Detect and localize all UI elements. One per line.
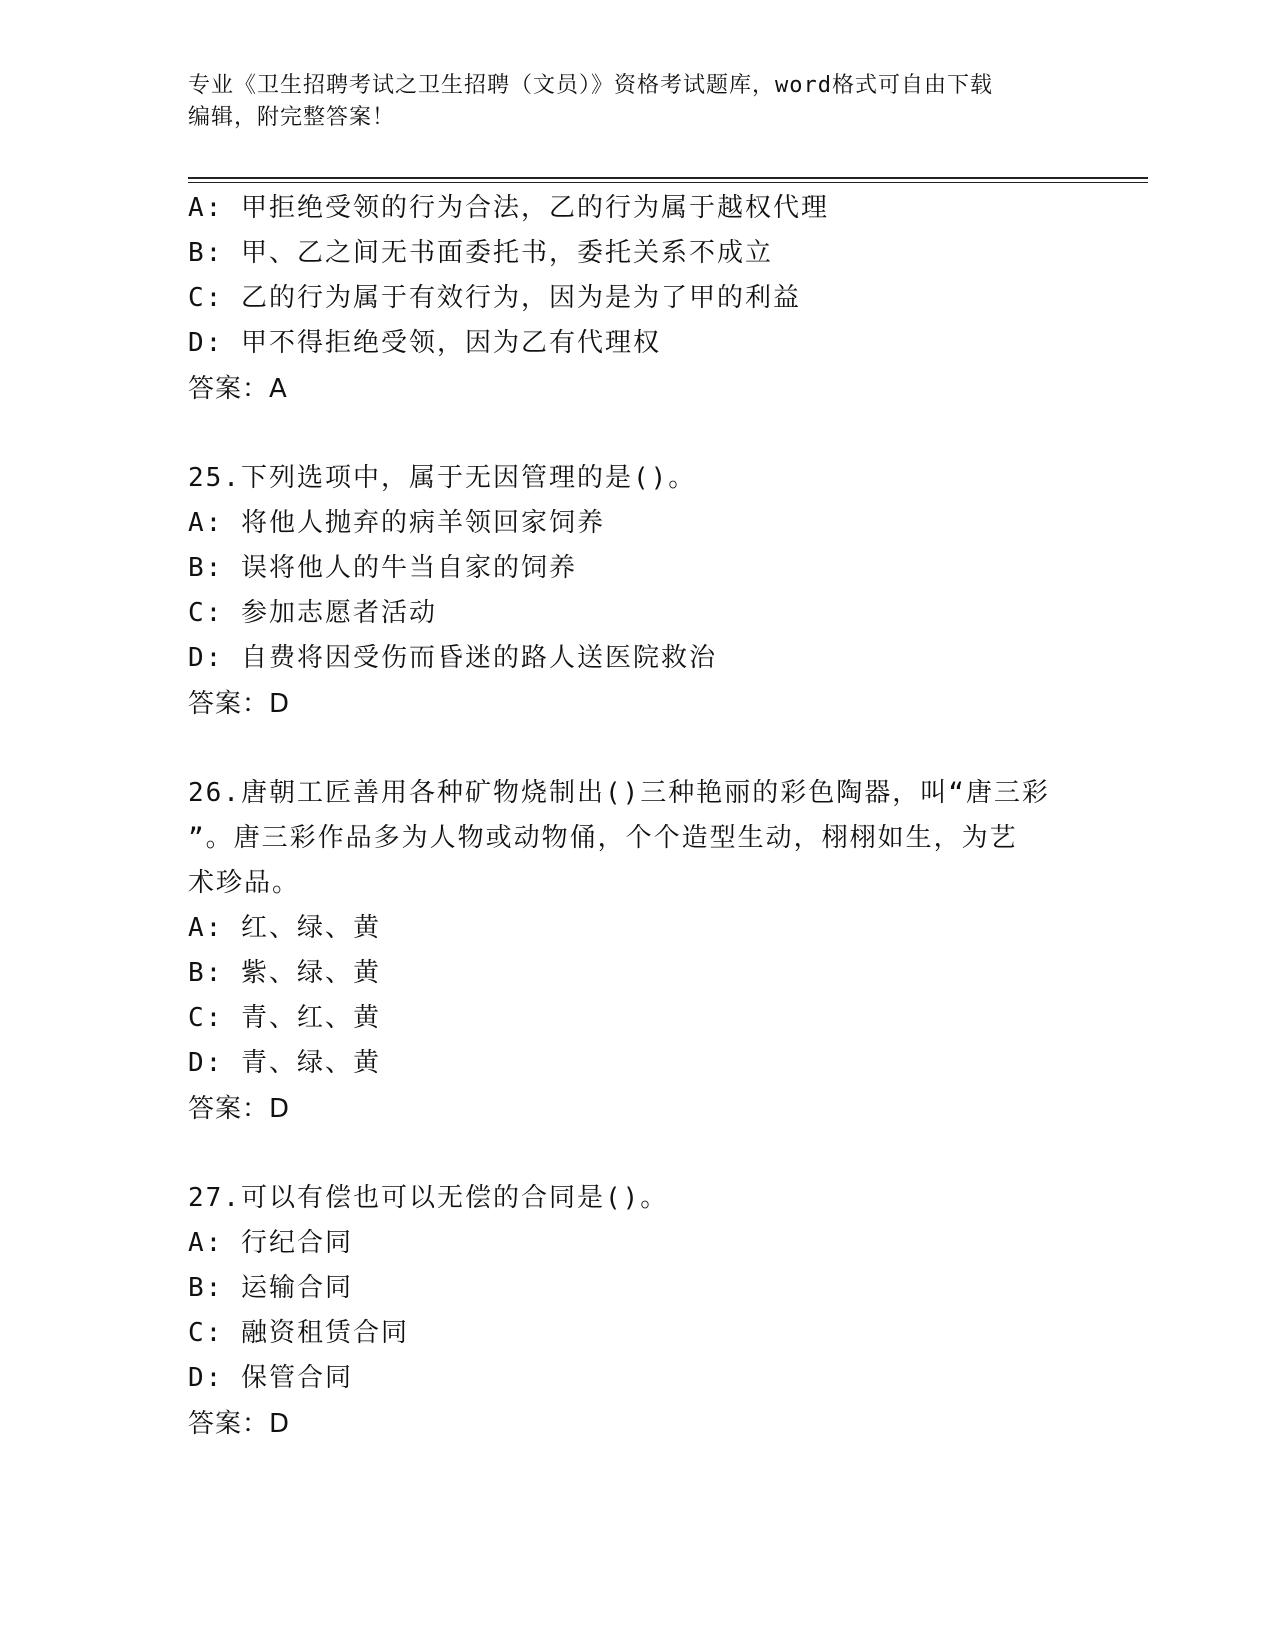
q24-answer: 答案：A — [188, 374, 288, 404]
q25-question: 25.下列选项中，属于无因管理的是()。 — [188, 463, 697, 493]
document-header — [188, 70, 1088, 134]
header-divider-thin — [188, 182, 1148, 183]
q26-answer: 答案：D — [188, 1094, 291, 1124]
q26-question-line-2: ”。唐三彩作品多为人物或动物俑，个个造型生动，栩栩如生，为艺 — [188, 823, 1018, 853]
header-line-2: 编辑，附完整答案！ — [188, 105, 396, 130]
q24-option-c: C: 乙的行为属于有效行为，因为是为了甲的利益 — [188, 283, 801, 313]
q26-option-c: C: 青、红、黄 — [188, 1003, 381, 1033]
q27-answer: 答案：D — [188, 1409, 291, 1439]
q26-option-d: D: 青、绿、黄 — [188, 1048, 381, 1078]
q27-option-b: B: 运输合同 — [188, 1273, 353, 1303]
q26-question-line-1: 26.唐朝工匠善用各种矿物烧制出()三种艳丽的彩色陶器，叫“唐三彩 — [188, 778, 1050, 808]
header-divider-thick — [188, 177, 1148, 179]
q27-option-d: D: 保管合同 — [188, 1363, 353, 1393]
q27-option-c: C: 融资租赁合同 — [188, 1318, 409, 1348]
q26-option-b: B: 紫、绿、黄 — [188, 958, 381, 988]
q25-option-b: B: 误将他人的牛当自家的饲养 — [188, 553, 577, 583]
header-line-1: 专业《卫生招聘考试之卫生招聘（文员）》资格考试题库，word格式可自由下载 — [188, 73, 993, 98]
q26-question-line-3: 术珍品。 — [188, 868, 301, 898]
q26-option-a: A: 红、绿、黄 — [188, 913, 381, 943]
q25-option-a: A: 将他人抛弃的病羊领回家饲养 — [188, 508, 605, 538]
q25-option-d: D: 自费将因受伤而昏迷的路人送医院救治 — [188, 643, 717, 673]
q24-option-d: D: 甲不得拒绝受领，因为乙有代理权 — [188, 328, 661, 358]
q25-option-c: C: 参加志愿者活动 — [188, 598, 437, 628]
q24-option-b: B: 甲、乙之间无书面委托书，委托关系不成立 — [188, 238, 773, 268]
q27-question: 27.可以有偿也可以无偿的合同是()。 — [188, 1183, 669, 1213]
q27-option-a: A: 行纪合同 — [188, 1228, 353, 1258]
q25-answer: 答案：D — [188, 689, 291, 719]
q24-option-a: A: 甲拒绝受领的行为合法，乙的行为属于越权代理 — [188, 193, 829, 223]
